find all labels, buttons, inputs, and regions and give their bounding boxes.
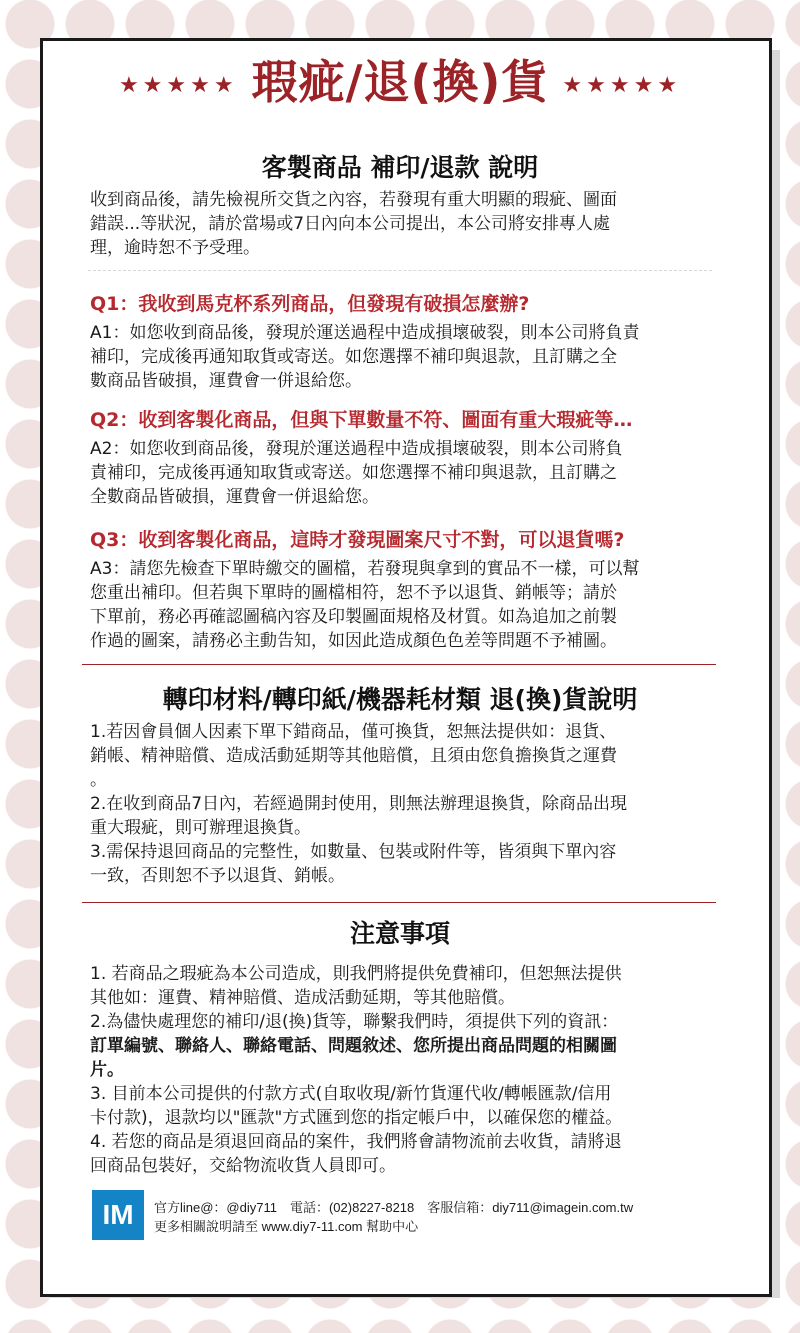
text-line: 3. 目前本公司提供的付款方式(自取收現/新竹貨運代收/轉帳匯款/信用 [90, 1084, 612, 1104]
section-title-materials: 轉印材料/轉印紙/機器耗材類 退(換)貨說明 [162, 685, 638, 714]
answer-line: 責補印，完成後再通知取貨或寄送。如您選擇不補印與退款，且訂購之 [90, 463, 617, 483]
answer-line: A2：如您收到商品後，發現於運送過程中造成損壞破裂，則本公司將負 [90, 439, 623, 459]
im-logo-icon: IM [92, 1190, 144, 1240]
text-line: 重大瑕疵，則可辦理退換貨。 [90, 818, 311, 838]
materials-paragraph [90, 720, 710, 888]
answer-line: 您重出補印。但若與下單時的圖檔相符，恕不予以退貨、銷帳等；請於 [90, 583, 617, 603]
text-line: 4. 若您的商品是須退回商品的案件，我們將會請物流前去收貨，請將退 [90, 1132, 622, 1152]
text-line: 3.需保持退回商品的完整性，如數量、包裝或附件等，皆須與下單內容 [90, 842, 617, 862]
text-line: 1.若因會員個人因素下單下錯商品，僅可換貨，恕無法提供如：退貨、 [90, 722, 617, 742]
text-line: 訂單編號、聯絡人、聯絡電話、問題敘述、您所提出商品問題的相關圖 [90, 1036, 617, 1056]
faq-answer-2 [90, 437, 710, 509]
intro-line: 錯誤...等狀況，請於當場或7日內向本公司提出，本公司將安排專人處 [90, 214, 611, 234]
section-title-notes: 注意事項 [349, 919, 450, 948]
text-line: 回商品包裝好，交給物流收貨人員即可。 [90, 1156, 396, 1176]
notes-paragraph [90, 962, 710, 1178]
section-divider [82, 902, 716, 903]
answer-line: 數商品皆破損，運費會一併退給您。 [90, 371, 362, 391]
text-line: 1. 若商品之瑕疵為本公司造成，則我們將提供免費補印，但恕無法提供 [90, 964, 622, 984]
faq-question-2: Q2：收到客製化商品，但與下單數量不符、圖面有重大瑕疵等… [90, 409, 633, 431]
divider [88, 270, 712, 271]
text-line: 銷帳、精神賠償、造成活動延期等其他賠償，且須由您負擔換貨之運費 [90, 746, 617, 766]
text-line: 一致，否則恕不予以退貨、銷帳。 [90, 866, 345, 886]
intro-line: 收到商品後，請先檢視所交貨之內容，若發現有重大明顯的瑕疵、圖面 [90, 190, 617, 210]
title-text: 瑕疵/退(換)貨 [251, 55, 549, 109]
answer-line: 補印，完成後再通知取貨或寄送。如您選擇不補印與退款，且訂購之全 [90, 347, 617, 367]
text-line: 其他如：運費、精神賠償、造成活動延期，等其他賠償。 [90, 988, 515, 1008]
answer-line: 下單前，務必再確認圖稿內容及印製圖面規格及材質。如為追加之前製 [90, 607, 617, 627]
faq-question-1: Q1：我收到馬克杯系列商品，但發現有破損怎麼辦? [90, 293, 530, 315]
faq-question-3: Q3：收到客製化商品，這時才發現圖案尺寸不對，可以退貨嗎? [90, 529, 625, 551]
subtitle: 客製商品 補印/退款 說明 [261, 153, 539, 182]
text-line: 。 [90, 770, 107, 790]
text-line: 卡付款)，退款均以"匯款"方式匯到您的指定帳戶中，以確保您的權益。 [90, 1108, 623, 1128]
intro-line: 理，逾時恕不予受理。 [90, 238, 260, 258]
section-divider [82, 664, 716, 665]
contact-info: 官方line@：@diy711 電話：(02)8227-8218 客服信箱：diy711@imagein.com.tw [154, 1200, 634, 1215]
faq-answer-1 [90, 321, 710, 393]
help-center-link[interactable]: 更多相關說明請至 www.diy7-11.com 幫助中心 [154, 1219, 419, 1234]
answer-line: A3：請您先檢查下單時繳交的圖檔，若發現與拿到的實品不一樣，可以幫 [90, 559, 640, 579]
text-line: 片。 [90, 1060, 124, 1080]
footer [92, 1190, 722, 1240]
stars-right-icon: ★★★★★ [562, 73, 682, 98]
stars-left-icon: ★★★★★ [118, 73, 238, 98]
page-title [0, 46, 800, 112]
answer-line: 作過的圖案，請務必主動告知，如因此造成顏色色差等問題不予補圖。 [90, 631, 617, 651]
faq-answer-3 [90, 557, 710, 653]
text-line: 2.在收到商品7日內，若經過開封使用，則無法辦理退換貨，除商品出現 [90, 794, 628, 814]
answer-line: 全數商品皆破損，運費會一併退給您。 [90, 487, 379, 507]
intro-paragraph [90, 188, 710, 260]
answer-line: A1：如您收到商品後，發現於運送過程中造成損壞破裂，則本公司將負責 [90, 323, 640, 343]
text-line: 2.為儘快處理您的補印/退(換)貨等，聯繫我們時，須提供下列的資訊： [90, 1012, 619, 1032]
